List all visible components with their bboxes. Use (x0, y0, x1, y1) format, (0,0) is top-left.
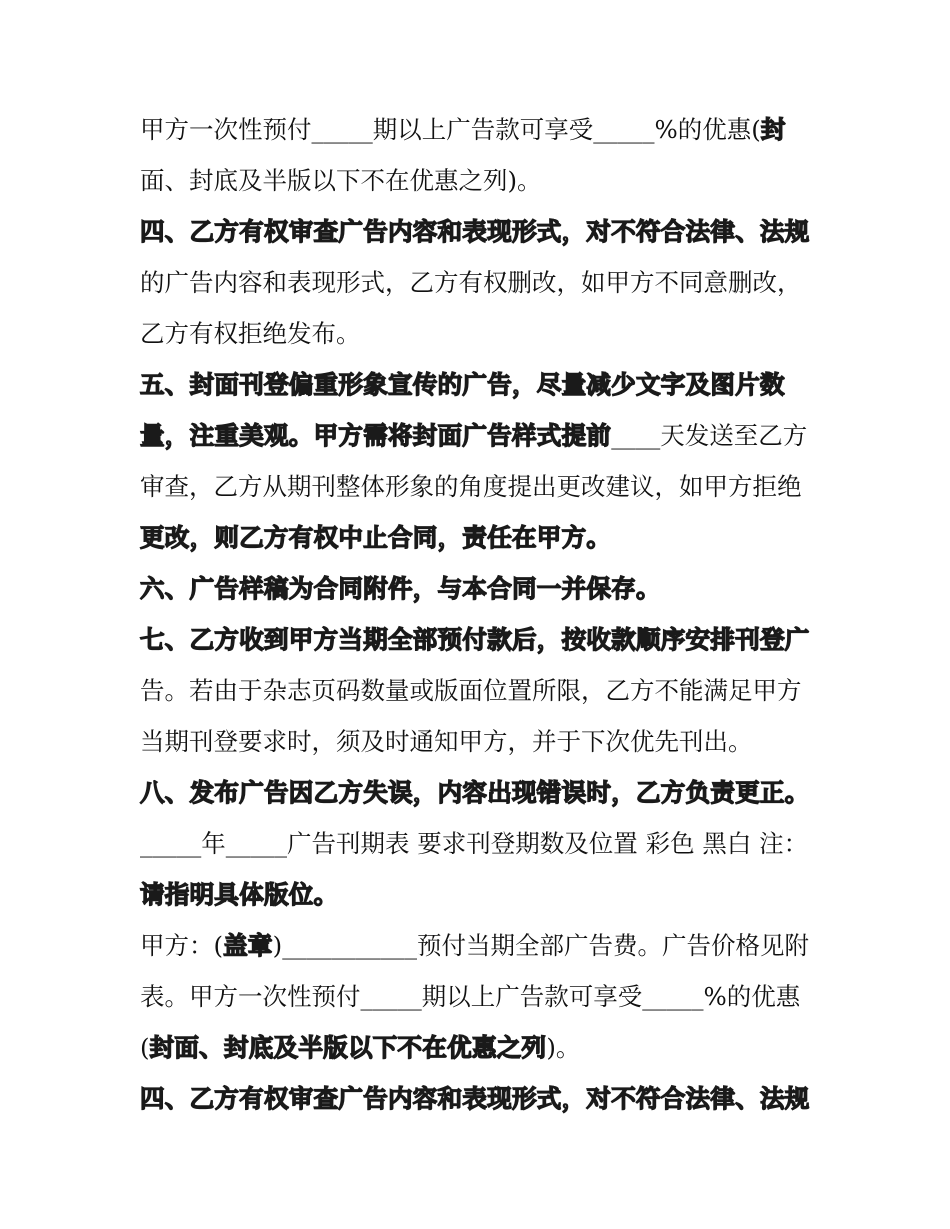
text-run: )___________预付当期全部广告费。广告价格见附 (272, 931, 809, 960)
text-run-outlined: 四、乙方有权审查广告内容和表现形式，对不符合法律、法规 (140, 1084, 810, 1113)
text-run-outlined: 四、乙方有权审查广告内容和表现形式，对不符合法律、法规 (140, 217, 810, 246)
text-run: 审查，乙方从期刊整体形象的角度提出更改建议，如甲方拒绝 (140, 472, 802, 501)
text-line-9 (140, 518, 820, 558)
text-run: 当期刊登要求时，须及时通知甲方，并于下次优先刊出。 (140, 727, 753, 756)
text-run-outlined: 六、广告样稿为合同附件，与本合同一并保存。 (140, 574, 661, 603)
text-run-outlined: 盖章 (223, 931, 273, 960)
text-line-4 (140, 263, 820, 303)
text-run-outlined: 量，注重美观。甲方需将封面广告样式提前 (140, 421, 612, 450)
text-line-20 (140, 1079, 820, 1119)
text-run: 的广告内容和表现形式，乙方有权删改，如甲方不同意删改， (140, 268, 802, 297)
text-line-12 (140, 671, 820, 711)
text-line-13 (140, 722, 820, 762)
text-line-7 (140, 416, 820, 456)
text-line-2 (140, 161, 820, 201)
text-line-1 (140, 110, 820, 150)
text-run: ( (140, 1033, 150, 1062)
text-run-outlined: 八、发布广告因乙方失误，内容出现错误时，乙方负责更正。 (140, 778, 810, 807)
text-run-outlined: 封 (760, 115, 786, 144)
text-line-8 (140, 467, 820, 507)
text-run-outlined: 请指明具体版位。 (140, 880, 339, 909)
text-run: 表。甲方一次性预付_____期以上广告款可享受_____%的优惠 (140, 982, 801, 1011)
text-run-outlined: 更改，则乙方有权中止合同，责任在甲方。 (140, 523, 612, 552)
text-run-outlined: 七、乙方收到甲方当期全部预付款后，按收款顺序安排刊登广 (140, 625, 810, 654)
text-line-3 (140, 212, 820, 252)
text-line-17 (140, 926, 820, 966)
text-run-outlined: 封面、封底及半版以下不在优惠之列 (149, 1033, 547, 1062)
text-line-15 (140, 824, 820, 864)
text-run: _____年_____广告刊期表 要求刊登期数及位置 彩色 黑白 注： (140, 829, 809, 858)
text-run: )。 (546, 1033, 581, 1062)
text-line-11 (140, 620, 820, 660)
text-line-5 (140, 314, 820, 354)
text-run: ____天发送至乙方 (611, 421, 808, 450)
text-line-19 (140, 1028, 820, 1068)
text-run: 告。若由于杂志页码数量或版面位置所限，乙方不能满足甲方 (140, 676, 802, 705)
text-line-14 (140, 773, 820, 813)
text-run: 面、封底及半版以下不在优惠之列)。 (140, 166, 542, 195)
text-line-6 (140, 365, 820, 405)
text-run: 乙方有权拒绝发布。 (140, 319, 361, 348)
text-line-18 (140, 977, 820, 1017)
text-line-16 (140, 875, 820, 915)
text-run: 甲方：( (140, 931, 224, 960)
text-run-outlined: 五、封面刊登偏重形象宣传的广告，尽量减少文字及图片数 (140, 370, 785, 399)
text-run: 甲方一次性预付_____期以上广告款可享受_____%的优惠( (140, 115, 761, 144)
text-line-10 (140, 569, 820, 609)
